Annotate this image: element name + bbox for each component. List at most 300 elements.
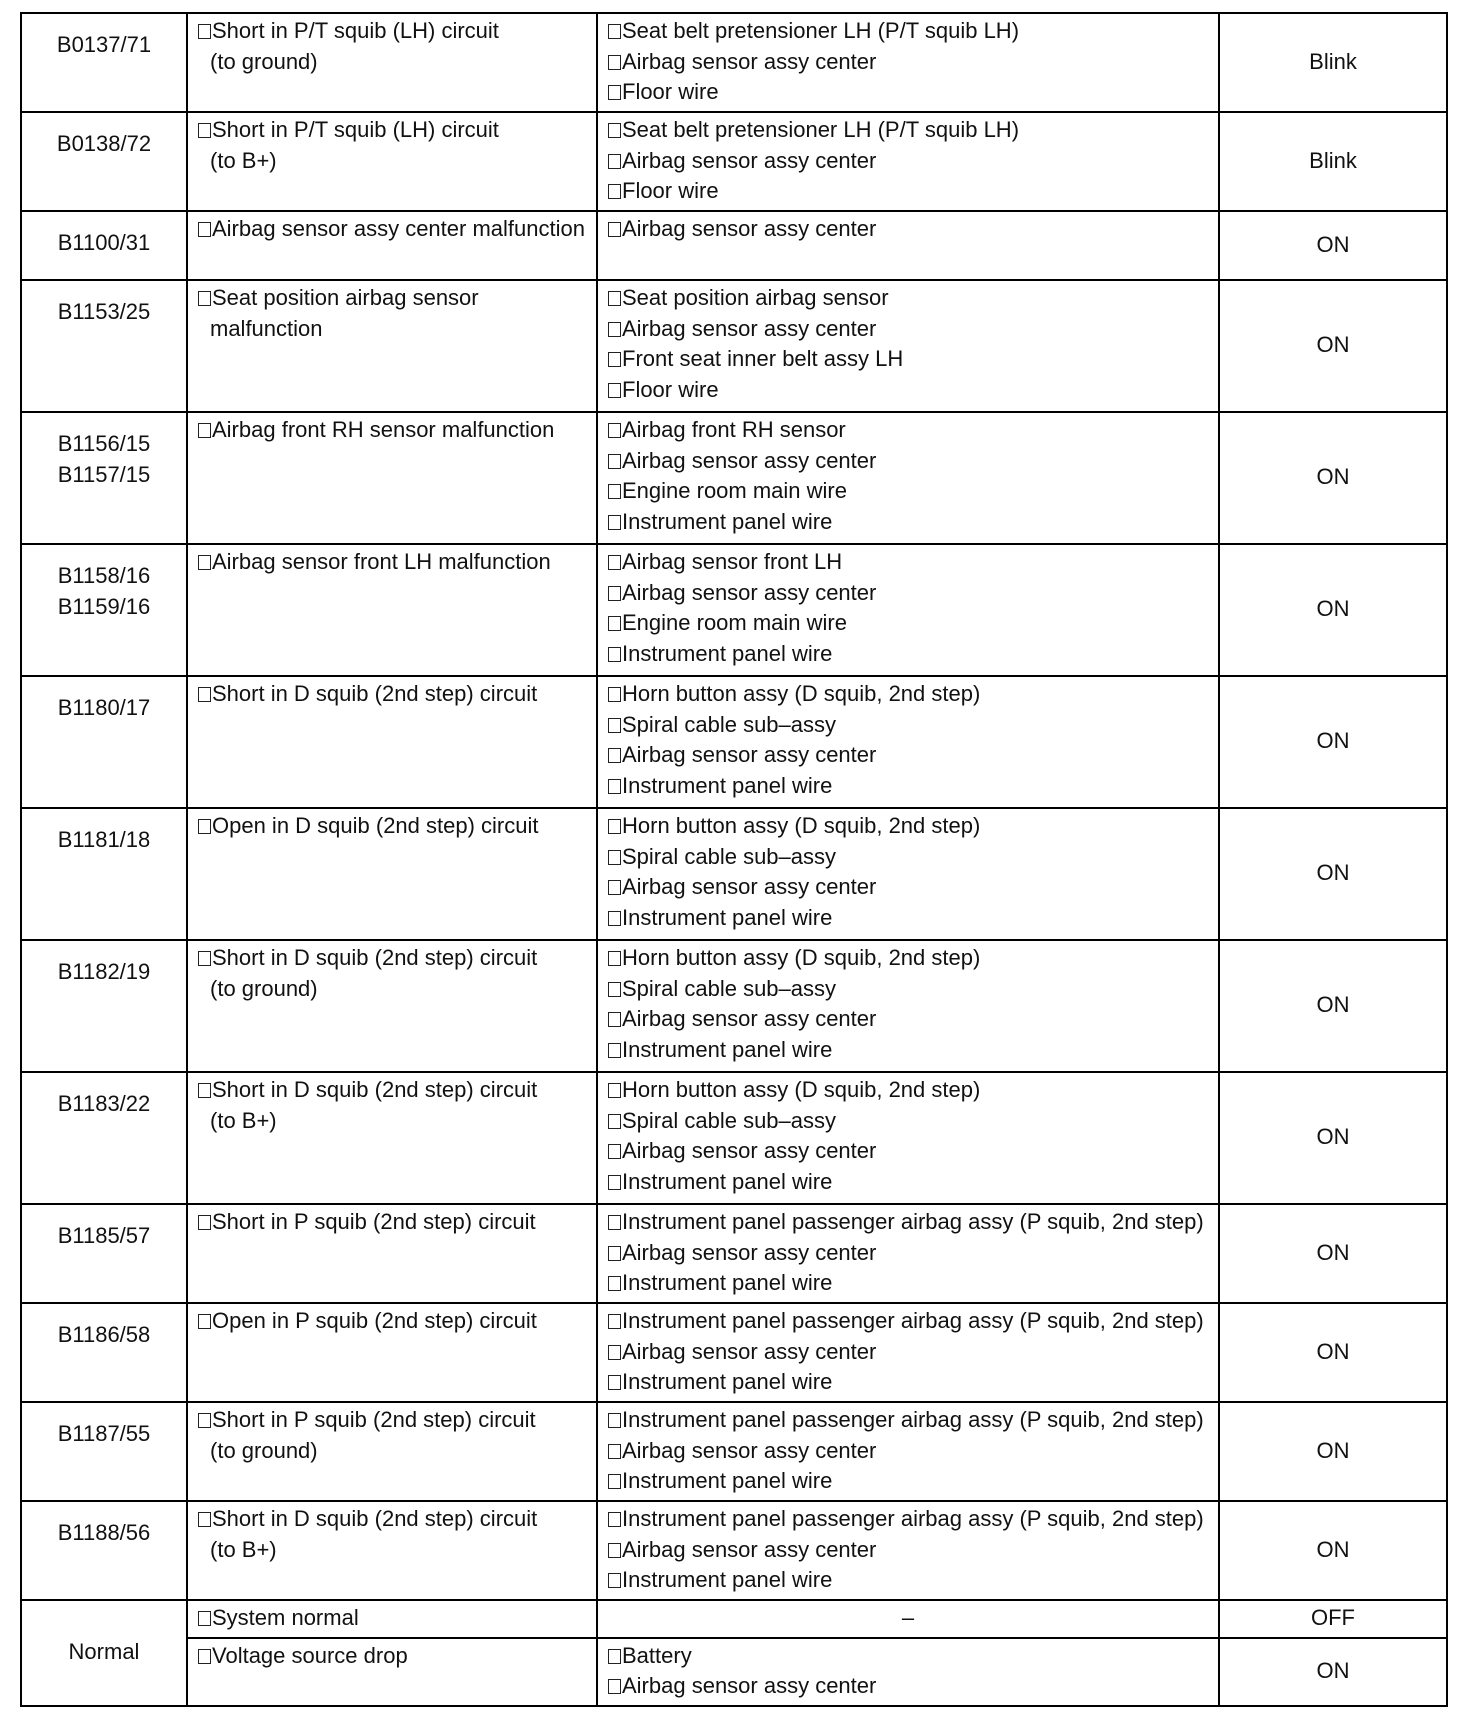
list-item: [608, 943, 1208, 974]
list-item: [608, 872, 1208, 903]
warning-light-cell: [1219, 940, 1447, 1072]
warning-light-cell: [1219, 808, 1447, 940]
list-item: [608, 639, 1208, 670]
inspection-area-text: Airbag sensor assy center: [622, 1338, 877, 1364]
bullet-box-icon: [608, 779, 621, 794]
bullet-box-icon: [608, 1144, 621, 1159]
list-item: [608, 1268, 1208, 1299]
list-item: [608, 507, 1208, 538]
list-item: [608, 1565, 1208, 1596]
bullet-box-icon: [608, 454, 621, 469]
table-row: [21, 808, 1447, 940]
warning-light-text: ON: [1316, 728, 1350, 754]
trouble-area-cell: [187, 1600, 597, 1638]
inspection-area-text: Airbag sensor assy center: [622, 216, 877, 241]
inspection-area-text: Seat belt pretensioner LH (P/T squib LH): [622, 117, 1020, 142]
list-item: [198, 1075, 586, 1106]
trouble-area-cell: [187, 1303, 597, 1402]
list-item: [608, 1035, 1208, 1066]
bullet-box-icon: [198, 1083, 211, 1098]
bullet-box-icon: [608, 1512, 621, 1527]
warning-light-text: ON: [1316, 1536, 1350, 1562]
bullet-box-icon: [608, 484, 621, 499]
trouble-text: Short in P squib (2nd step) circuit: [212, 1407, 536, 1432]
bullet-box-icon: [198, 423, 211, 438]
list-item: [608, 1106, 1208, 1137]
trouble-text: Airbag sensor front LH malfunction: [212, 549, 551, 574]
list-item: [608, 1466, 1208, 1497]
list-item: [608, 1535, 1208, 1566]
bullet-box-icon: [198, 1611, 211, 1626]
inspection-area-cell: [597, 676, 1219, 808]
warning-light-cell: [1219, 544, 1447, 676]
dtc-code-cell: [21, 940, 187, 1072]
table-row: [21, 412, 1447, 544]
list-item: [608, 1436, 1208, 1467]
list-item: [608, 214, 1208, 245]
trouble-text: Airbag sensor assy center malfunction: [212, 216, 585, 241]
inspection-area-text: Instrument panel wire: [622, 904, 833, 930]
dtc-code-cell: [21, 112, 187, 211]
bullet-box-icon: [198, 24, 211, 39]
normal-code-label: Normal: [68, 1639, 140, 1664]
trouble-area-cell: [187, 676, 597, 808]
bullet-box-icon: [198, 951, 211, 966]
dtc-code: B1156/15: [57, 431, 151, 456]
inspection-area-text: Seat position airbag sensor: [622, 285, 889, 310]
bullet-box-icon: [198, 222, 211, 237]
dtc-code: B1180/17: [57, 695, 151, 720]
inspection-area-text: Airbag sensor assy center: [622, 579, 877, 605]
trouble-area-cell: [187, 940, 597, 1072]
bullet-box-icon: [608, 55, 621, 70]
bullet-box-icon: [608, 85, 621, 100]
bullet-box-icon: [608, 687, 621, 702]
bullet-box-icon: [608, 586, 621, 601]
warning-light-cell: [1219, 1072, 1447, 1204]
inspection-area-text: Floor wire: [622, 79, 719, 104]
trouble-text: Short in D squib (2nd step) circuit: [212, 1077, 538, 1102]
list-item: [608, 679, 1208, 710]
list-item: [198, 1207, 586, 1238]
trouble-text-continued: (to B+): [210, 1107, 277, 1133]
trouble-text-continued: (to B+): [210, 1536, 277, 1562]
warning-light-cell: [1219, 412, 1447, 544]
bullet-box-icon: [198, 687, 211, 702]
inspection-area-cell: [597, 1501, 1219, 1600]
trouble-area-cell: [187, 280, 597, 412]
list-item: [608, 176, 1208, 207]
inspection-area-text: Instrument panel wire: [622, 508, 833, 534]
bullet-box-icon: [198, 1215, 211, 1230]
bullet-box-icon: [608, 647, 621, 662]
inspection-area-text: Airbag sensor assy center: [622, 315, 877, 341]
trouble-area-cell: [187, 1204, 597, 1303]
list-item: [198, 16, 586, 47]
dtc-code-cell: [21, 1204, 187, 1303]
bullet-box-icon: [608, 1276, 621, 1291]
table-row: [21, 1402, 1447, 1501]
inspection-area-cell: [597, 1402, 1219, 1501]
warning-light-text: ON: [1316, 992, 1350, 1018]
warning-light-text: ON: [1316, 1437, 1350, 1463]
inspection-area-cell: [597, 808, 1219, 940]
warning-light-text: ON: [1316, 860, 1350, 886]
table-row: [21, 940, 1447, 1072]
bullet-box-icon: [608, 1175, 621, 1190]
dtc-code: B0137/71: [56, 32, 152, 57]
inspection-area-text: Seat belt pretensioner LH (P/T squib LH): [622, 18, 1020, 43]
dtc-code: B1100/31: [57, 230, 151, 255]
dtc-code: B1183/22: [57, 1091, 151, 1116]
inspection-area-cell: [597, 112, 1219, 211]
list-item: [608, 811, 1208, 842]
trouble-area-cell: [187, 13, 597, 112]
list-item: [608, 1337, 1208, 1368]
warning-light-cell: [1219, 112, 1447, 211]
inspection-area-text: Horn button assy (D squib, 2nd step): [622, 945, 981, 970]
inspection-area-text: Airbag sensor assy center: [622, 1138, 877, 1163]
list-item: [608, 375, 1208, 406]
bullet-box-icon: [608, 1083, 621, 1098]
inspection-area-text: Instrument panel wire: [622, 772, 833, 798]
trouble-text-continued: (to B+): [210, 147, 277, 173]
list-item: [608, 146, 1208, 177]
inspection-area-text: Horn button assy (D squib, 2nd step): [622, 681, 981, 706]
bullet-box-icon: [608, 1375, 621, 1390]
list-item: [608, 1136, 1208, 1167]
warning-light-cell: [1219, 1303, 1447, 1402]
table-row: [21, 1072, 1447, 1204]
bullet-box-icon: [608, 819, 621, 834]
trouble-text-continued: (to ground): [210, 1437, 318, 1463]
dtc-code: B1185/57: [57, 1223, 151, 1248]
bullet-box-icon: [608, 515, 621, 530]
inspection-area-text: Instrument panel wire: [622, 1567, 833, 1592]
inspection-area-text: –: [901, 1605, 915, 1630]
list-item: [608, 1207, 1208, 1238]
dtc-code: B1153/25: [57, 299, 151, 324]
list-item: [608, 1641, 1208, 1672]
table-row: [21, 112, 1447, 211]
inspection-area-text: Battery: [622, 1642, 692, 1668]
table-row: [21, 13, 1447, 112]
list-item: [608, 771, 1208, 802]
inspection-area-text: Airbag sensor assy center: [622, 1437, 877, 1463]
warning-light-cell: [1219, 1501, 1447, 1600]
inspection-area-text: Airbag sensor assy center: [622, 874, 877, 899]
bullet-box-icon: [608, 154, 621, 169]
bullet-box-icon: [608, 1543, 621, 1558]
bullet-box-icon: [608, 1679, 621, 1694]
bullet-box-icon: [198, 1649, 211, 1664]
dtc-code: B1157/15: [57, 461, 151, 487]
bullet-box-icon: [608, 1314, 621, 1329]
warning-light-cell: [1219, 1402, 1447, 1501]
bullet-box-icon: [198, 123, 211, 138]
dtc-table: [20, 12, 1448, 1707]
bullet-box-icon: [608, 1649, 621, 1664]
bullet-box-icon: [198, 1314, 211, 1329]
warning-light-text: ON: [1316, 1338, 1350, 1364]
list-item: [198, 547, 586, 578]
list-item: [608, 415, 1208, 446]
bullet-box-icon: [608, 1215, 621, 1230]
list-item: [608, 1405, 1208, 1436]
dtc-code-cell: [21, 544, 187, 676]
inspection-area-text: Airbag sensor assy center: [622, 742, 877, 767]
inspection-area-cell: [597, 211, 1219, 280]
table-row: [21, 544, 1447, 676]
bullet-box-icon: [608, 322, 621, 337]
bullet-box-icon: [608, 1012, 621, 1027]
dtc-code: B1182/19: [57, 959, 151, 984]
list-item: [608, 1075, 1208, 1106]
dtc-code: B1188/56: [57, 1520, 151, 1545]
list-item: [608, 314, 1208, 345]
inspection-area-cell: [597, 1072, 1219, 1204]
inspection-area-text: Engine room main wire: [622, 610, 847, 635]
trouble-text: Short in P/T squib (LH) circuit: [212, 18, 499, 43]
bullet-box-icon: [608, 748, 621, 763]
bullet-box-icon: [608, 1345, 621, 1360]
inspection-area-cell: [597, 1204, 1219, 1303]
inspection-area-text: Instrument panel wire: [622, 1036, 833, 1062]
bullet-box-icon: [198, 291, 211, 306]
table-row: [21, 1501, 1447, 1600]
trouble-area-cell: [187, 211, 597, 280]
trouble-area-cell: [187, 1638, 597, 1706]
trouble-area-cell: [187, 412, 597, 544]
list-item: [608, 710, 1208, 741]
dtc-code: B1159/16: [57, 593, 151, 619]
warning-light-cell: [1219, 1600, 1447, 1638]
bullet-box-icon: [608, 850, 621, 865]
inspection-area-text: Airbag sensor front LH: [622, 549, 843, 574]
inspection-area-cell: [597, 940, 1219, 1072]
dtc-code-cell: [21, 1402, 187, 1501]
bullet-box-icon: [608, 24, 621, 39]
inspection-area-text: Airbag sensor assy center: [622, 1239, 877, 1265]
list-item: [198, 415, 586, 446]
bullet-box-icon: [198, 555, 211, 570]
inspection-area-text: Airbag front RH sensor: [622, 417, 846, 442]
inspection-area-cell: [597, 1600, 1219, 1638]
warning-light-cell: [1219, 676, 1447, 808]
trouble-text: System normal: [212, 1605, 359, 1630]
inspection-area-text: Instrument panel wire: [622, 1270, 833, 1295]
bullet-box-icon: [608, 911, 621, 926]
inspection-area-text: Instrument panel passenger airbag assy (P squib, 2nd step): [622, 1506, 1204, 1531]
trouble-text: Short in D squib (2nd step) circuit: [212, 945, 538, 970]
bullet-box-icon: [608, 423, 621, 438]
list-item: [608, 283, 1208, 314]
list-item: [608, 1004, 1208, 1035]
table-row: [21, 211, 1447, 280]
table-row: [21, 280, 1447, 412]
inspection-area-text: Horn button assy (D squib, 2nd step): [622, 1077, 981, 1102]
list-item: [608, 1167, 1208, 1198]
inspection-area-cell: [597, 544, 1219, 676]
inspection-area-cell: [597, 1303, 1219, 1402]
inspection-area-text: Spiral cable sub–assy: [622, 1107, 837, 1133]
inspection-area-text: Engine room main wire: [622, 478, 847, 503]
trouble-text-continued: malfunction: [210, 315, 323, 341]
inspection-area-text: Floor wire: [622, 376, 719, 402]
bullet-box-icon: [608, 1114, 621, 1129]
list-item: [198, 1405, 586, 1436]
bullet-box-icon: [608, 880, 621, 895]
inspection-area-text: Instrument panel passenger airbag assy (P squib, 2nd step): [622, 1407, 1204, 1432]
inspection-area-text: Airbag sensor assy center: [622, 447, 877, 473]
bullet-box-icon: [608, 1043, 621, 1058]
warning-light-text: ON: [1316, 1657, 1350, 1683]
dtc-code-cell: [21, 13, 187, 112]
inspection-area-cell: [597, 412, 1219, 544]
warning-light-text: ON: [1316, 464, 1350, 490]
dtc-code-cell: [21, 412, 187, 544]
list-item: [608, 740, 1208, 771]
warning-light-text: ON: [1316, 1239, 1350, 1265]
dtc-code: B1181/18: [57, 827, 151, 852]
bullet-box-icon: [608, 1573, 621, 1588]
list-item: [608, 115, 1208, 146]
list-item: [198, 214, 586, 245]
list-item: [608, 1671, 1208, 1702]
inspection-area-text: Front seat inner belt assy LH: [622, 346, 904, 371]
trouble-area-cell: [187, 1402, 597, 1501]
dtc-code-cell: [21, 280, 187, 412]
warning-light-cell: [1219, 280, 1447, 412]
warning-light-text: ON: [1316, 596, 1350, 622]
dtc-code-cell: [21, 808, 187, 940]
bullet-box-icon: [608, 1246, 621, 1261]
dtc-code: B1186/58: [57, 1322, 151, 1347]
warning-light-text: OFF: [1311, 1605, 1355, 1630]
bullet-box-icon: [608, 291, 621, 306]
list-item: [198, 1641, 586, 1672]
list-item: [198, 943, 586, 974]
bullet-box-icon: [608, 1413, 621, 1428]
list-item: [198, 283, 586, 314]
dtc-code: B0138/72: [56, 131, 152, 156]
list-item: [608, 446, 1208, 477]
inspection-area-text: Spiral cable sub–assy: [622, 843, 837, 869]
list-item: [608, 1306, 1208, 1337]
table-row-normal-system: [21, 1600, 1447, 1638]
warning-light-text: ON: [1316, 1124, 1350, 1150]
inspection-area-text: Airbag sensor assy center: [622, 1673, 877, 1698]
trouble-text: Open in P squib (2nd step) circuit: [212, 1308, 537, 1333]
inspection-area-text: Spiral cable sub–assy: [622, 975, 837, 1001]
dtc-code-cell: [21, 1072, 187, 1204]
bullet-box-icon: [198, 1413, 211, 1428]
inspection-area-cell: [597, 13, 1219, 112]
list-item: [198, 115, 586, 146]
bullet-box-icon: [608, 718, 621, 733]
list-item: [608, 476, 1208, 507]
list-item: [608, 1367, 1208, 1398]
bullet-box-icon: [608, 123, 621, 138]
list-item: [608, 47, 1208, 78]
trouble-text: Airbag front RH sensor malfunction: [212, 417, 555, 442]
warning-light-cell: [1219, 211, 1447, 280]
dtc-code-cell: [21, 1303, 187, 1402]
warning-light-cell: [1219, 1204, 1447, 1303]
list-item: [608, 578, 1208, 609]
trouble-area-cell: [187, 1501, 597, 1600]
dtc-code: B1187/55: [57, 1421, 151, 1446]
warning-light-text: Blink: [1309, 48, 1357, 74]
list-item: [198, 811, 586, 842]
list-item: [198, 1504, 586, 1535]
bullet-box-icon: [198, 819, 211, 834]
inspection-area-text: Airbag sensor assy center: [622, 48, 877, 74]
inspection-area-text: Instrument panel wire: [622, 640, 833, 666]
inspection-area-cell: [597, 1638, 1219, 1706]
list-item: [608, 1504, 1208, 1535]
trouble-text: Open in D squib (2nd step) circuit: [212, 813, 539, 838]
warning-light-cell: [1219, 1638, 1447, 1706]
inspection-area-text: Instrument panel wire: [622, 1468, 833, 1493]
list-item: [608, 608, 1208, 639]
table-row: [21, 1303, 1447, 1402]
trouble-text: Voltage source drop: [212, 1642, 408, 1668]
inspection-area-text: Spiral cable sub–assy: [622, 711, 837, 737]
bullet-box-icon: [608, 951, 621, 966]
bullet-box-icon: [198, 1512, 211, 1527]
bullet-box-icon: [608, 352, 621, 367]
table-row: [21, 1204, 1447, 1303]
trouble-area-cell: [187, 112, 597, 211]
list-item: [198, 679, 586, 710]
trouble-text: Seat position airbag sensor: [212, 285, 479, 310]
list-item: [608, 547, 1208, 578]
bullet-box-icon: [608, 1444, 621, 1459]
warning-light-text: ON: [1316, 332, 1350, 358]
bullet-box-icon: [608, 184, 621, 199]
warning-light-text: ON: [1316, 231, 1350, 257]
trouble-area-cell: [187, 544, 597, 676]
inspection-area-text: Airbag sensor assy center: [622, 147, 877, 173]
list-item: [608, 16, 1208, 47]
list-item: [608, 842, 1208, 873]
table-row: [21, 676, 1447, 808]
dtc-code-cell: [21, 676, 187, 808]
dtc-code: B1158/16: [57, 563, 151, 588]
inspection-area-text: Airbag sensor assy center: [622, 1536, 877, 1562]
list-item: [198, 1306, 586, 1337]
inspection-area-text: Instrument panel wire: [622, 1369, 833, 1394]
trouble-area-cell: [187, 1072, 597, 1204]
inspection-area-text: Airbag sensor assy center: [622, 1006, 877, 1031]
trouble-text: Short in P squib (2nd step) circuit: [212, 1209, 536, 1234]
trouble-text: Short in D squib (2nd step) circuit: [212, 1506, 538, 1531]
normal-code-cell: [21, 1600, 187, 1706]
inspection-area-text: Horn button assy (D squib, 2nd step): [622, 813, 981, 838]
inspection-area-text: Floor wire: [622, 178, 719, 203]
list-item: [198, 1603, 586, 1634]
dtc-table-body: [21, 13, 1447, 1706]
bullet-box-icon: [608, 222, 621, 237]
inspection-area-cell: [597, 280, 1219, 412]
bullet-box-icon: [608, 616, 621, 631]
trouble-text: Short in D squib (2nd step) circuit: [212, 681, 538, 706]
bullet-box-icon: [608, 555, 621, 570]
bullet-box-icon: [608, 982, 621, 997]
trouble-area-cell: [187, 808, 597, 940]
bullet-box-icon: [608, 383, 621, 398]
